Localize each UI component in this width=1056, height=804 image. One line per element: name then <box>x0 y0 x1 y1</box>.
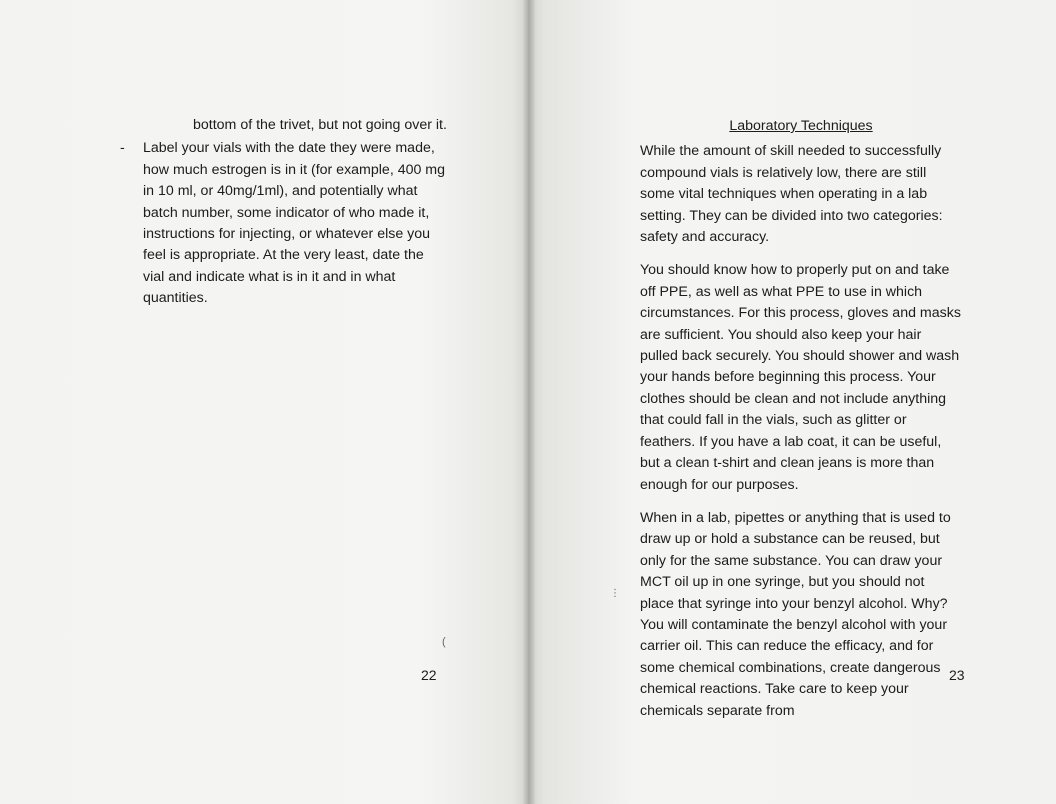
bullet-text: Label your vials with the date they were made, how much estrogen is in it (for example, 400 mg in 10 ml, or 40mg/1ml), and potentially what batch number, some indicator of who made it, instructions for injecting, or whatever else you feel is appropriate. At the very least, date the vial and indicate what is in it and in what quantities. <box>143 140 446 307</box>
pen-mark: ( <box>442 636 446 648</box>
page-number-right: 23 <box>949 667 965 683</box>
paragraph-2: You should know how to properly put on and take off PPE, as well as what PPE to use in which circumstances. For this process, gloves and masks are sufficient. You should also keep your hair pulled back securely. You should shower and wash your hands before beginning this process. Your clothes should be clean and not include anything that could fall in the vials, such as glitter or feathers. If you have a lab coat, it can be useful, but a clean t-shirt and clean jeans is more than enough for our purposes. <box>640 262 961 493</box>
section-heading: Laboratory Techniques <box>729 118 873 134</box>
bullet-marker: - <box>120 140 125 157</box>
left-page-body <box>120 115 448 310</box>
page-number-left: 22 <box>421 667 437 683</box>
right-page-body <box>640 116 962 734</box>
stray-mark: ⋮ <box>610 588 620 599</box>
continuation-text: bottom of the trivet, but not going over it. <box>193 117 447 133</box>
paragraph-3: When in a lab, pipettes or anything that is used to draw up or hold a substance can be reused, but only for the same substance. You can draw your MCT oil up in one syringe, but you should not place that syringe into your benzyl alcohol. Why? You will contaminate the benzyl alcohol with your carrier oil. This can reduce the efficacy, and for some chemical combinations, create dangerous chemical reactions. Take care to keep your chemicals separate from <box>640 509 951 719</box>
book-gutter <box>523 0 535 804</box>
bullet-item <box>120 138 448 309</box>
paragraph-1: While the amount of skill needed to successfully compound vials is relatively low, there are still some vital techniques when operating in a lab setting. They can be divided into two categories: safety and accuracy. <box>640 143 943 246</box>
